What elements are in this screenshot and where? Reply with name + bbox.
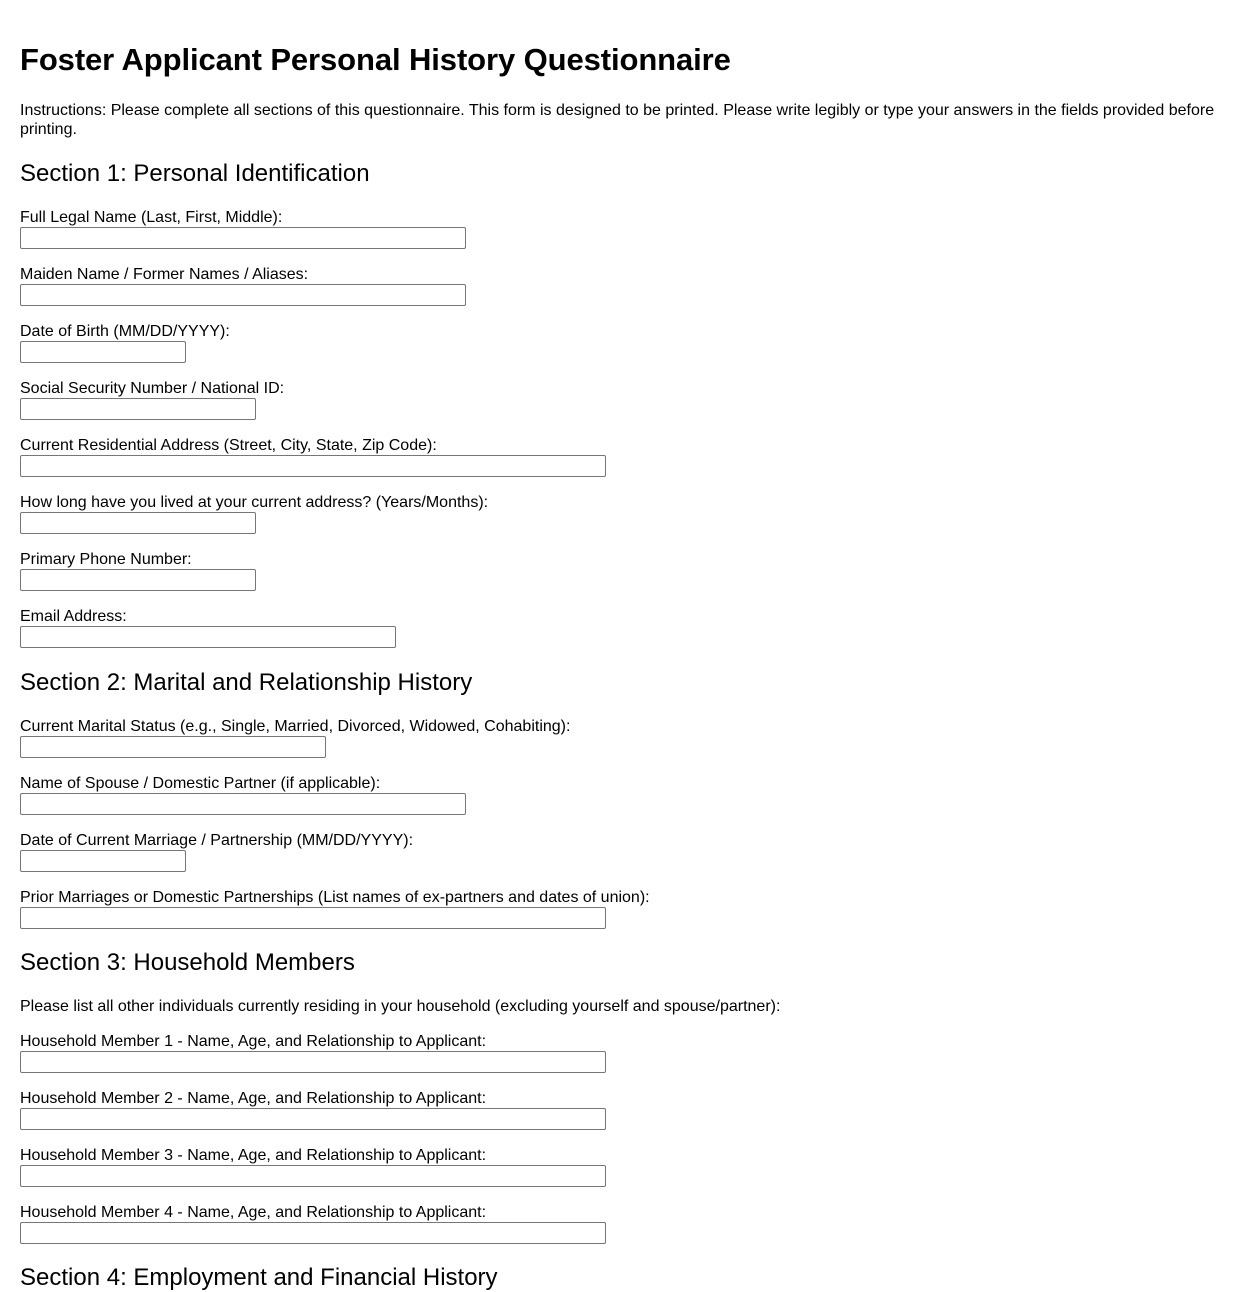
household-member-1-field[interactable] [20,1051,606,1073]
maiden-name-field[interactable] [20,284,466,306]
prior-marriages-field[interactable] [20,907,606,929]
prior-marriages-label: Prior Marriages or Domestic Partnerships (List names of ex-partners and dates of union): [20,889,650,906]
address-field[interactable] [20,455,606,477]
household-member-3-label: Household Member 3 - Name, Age, and Relationship to Applicant: [20,1147,487,1164]
section2-heading: Section 2: Marital and Relationship History [20,669,473,696]
marital-status-label: Current Marital Status (e.g., Single, Married, Divorced, Widowed, Cohabiting): [20,718,571,735]
residence-duration-field[interactable] [20,512,256,534]
date-of-birth-field[interactable] [20,341,186,363]
spouse-name-label: Name of Spouse / Domestic Partner (if applicable): [20,775,381,792]
spouse-name-field[interactable] [20,793,466,815]
maiden-name-label: Maiden Name / Former Names / Aliases: [20,266,309,283]
residence-duration-label: How long have you lived at your current address? (Years/Months): [20,494,489,511]
section1-heading: Section 1: Personal Identification [20,160,370,187]
page-title: Foster Applicant Personal History Questionnaire [20,42,731,77]
ssn-field[interactable] [20,398,256,420]
marital-status-field[interactable] [20,736,326,758]
phone-field[interactable] [20,569,256,591]
full-legal-name-field[interactable] [20,227,466,249]
marriage-date-label: Date of Current Marriage / Partnership (MM/DD/YYYY): [20,832,414,849]
instructions-text: Instructions: Please complete all sections of this questionnaire. This form is designed to be printed. Please write legibly or type your answers in the fields provided before printing. [20,102,1215,138]
full-legal-name-label: Full Legal Name (Last, First, Middle): [20,209,283,226]
marriage-date-field[interactable] [20,850,186,872]
household-member-1-label: Household Member 1 - Name, Age, and Relationship to Applicant: [20,1033,487,1050]
address-label: Current Residential Address (Street, City, State, Zip Code): [20,437,437,454]
household-member-4-label: Household Member 4 - Name, Age, and Relationship to Applicant: [20,1204,487,1221]
email-field[interactable] [20,626,396,648]
phone-label: Primary Phone Number: [20,551,192,568]
household-intro-text: Please list all other individuals currently residing in your household (excluding yourself and spouse/partner): [20,998,781,1015]
section3-heading: Section 3: Household Members [20,949,355,976]
household-member-4-field[interactable] [20,1222,606,1244]
section4-heading: Section 4: Employment and Financial History [20,1264,498,1291]
household-member-2-label: Household Member 2 - Name, Age, and Relationship to Applicant: [20,1090,487,1107]
email-label: Email Address: [20,608,127,625]
date-of-birth-label: Date of Birth (MM/DD/YYYY): [20,323,230,340]
household-member-2-field[interactable] [20,1108,606,1130]
ssn-label: Social Security Number / National ID: [20,380,285,397]
household-member-3-field[interactable] [20,1165,606,1187]
